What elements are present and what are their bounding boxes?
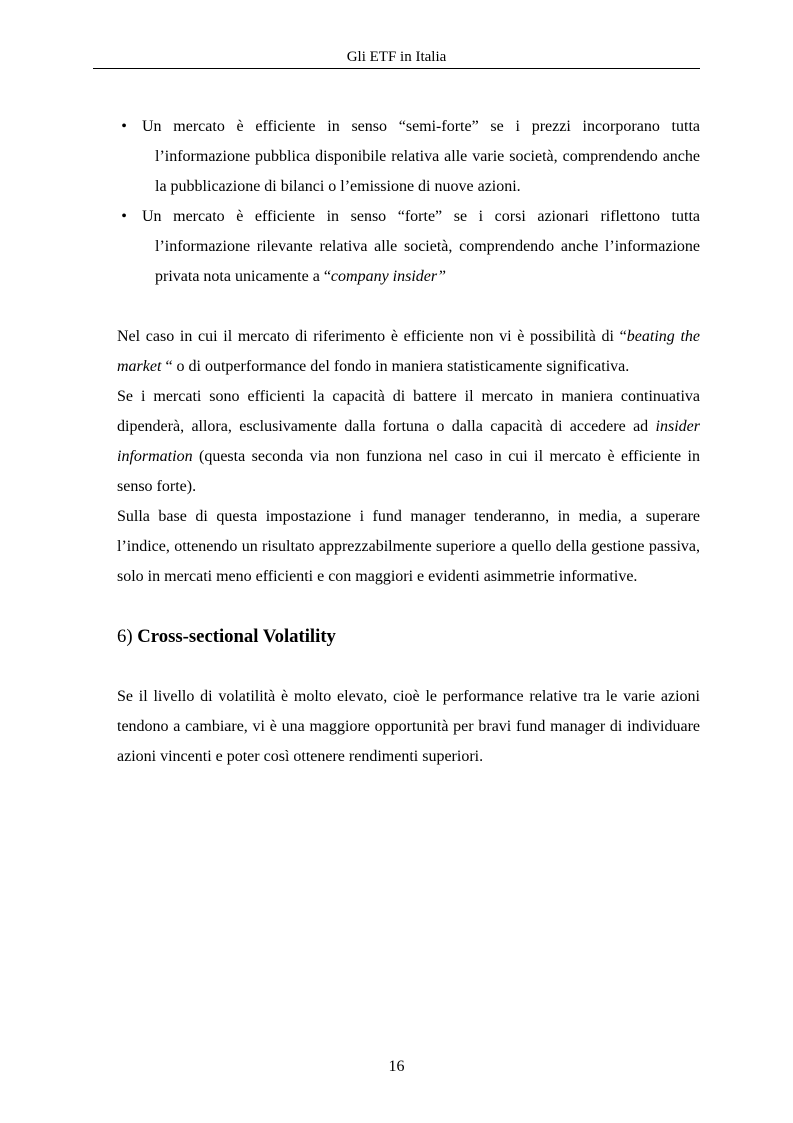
- paragraph-efficiency: [117, 322, 700, 382]
- paragraph-italic-text: beating the market: [117, 328, 700, 375]
- paragraph-text: Nel caso in cui il mercato di riferimento è efficiente non vi è possibilità di “: [117, 328, 627, 345]
- bullet-italic-text: company insider”: [330, 268, 447, 285]
- header-rule: [93, 68, 700, 69]
- paragraph-beating-market: [117, 382, 700, 502]
- paragraph-volatility: Se il livello di volatilità è molto elevato, cioè le performance relative tra le varie azioni tendono a cambiare, vi è una maggiore opportunità per bravi fund manager di individuare azioni vincenti e poter così ottenere rendimenti superiori.: [117, 688, 700, 765]
- running-header: Gli ETF in Italia: [346, 49, 447, 65]
- paragraph-italic-text: insider information: [117, 418, 700, 465]
- paragraph-text: (questa seconda via non funziona nel caso in cui il mercato è efficiente in senso forte).: [117, 448, 700, 495]
- bullet-item: [117, 202, 700, 292]
- page-number: 16: [388, 1058, 405, 1075]
- bullet-icon: •: [121, 118, 127, 135]
- bullet-text: [142, 202, 700, 292]
- paragraph-fund-managers: Sulla base di questa impostazione i fund manager tenderanno, in media, a superare l’indice, ottenendo un risultato apprezzabilmente superiore a quello della gestione passiva, solo in mercati meno efficienti e con maggiori e evidenti asimmetrie informative.: [117, 508, 700, 585]
- section-heading: [117, 622, 700, 652]
- bullet-list: [117, 112, 700, 292]
- page-body: [117, 112, 700, 772]
- paragraph-text: Se i mercati sono efficienti la capacità di battere il mercato in maniera continuativa dipenderà, allora, esclusivamente dalla fortuna o dalla capacità di accedere ad: [117, 388, 700, 435]
- bullet-item: [117, 112, 700, 202]
- bullet-lead-text: Un mercato è efficiente in senso “semi-forte” se i prezzi incorporano tutta l’informazione pubblica disponibile relativa alle varie società, comprendendo anche la pubblicazione di bilanci o l’emissione di nuove azioni.: [142, 118, 700, 195]
- section-title: Cross-sectional Volatility: [137, 626, 336, 647]
- bullet-icon: •: [121, 208, 127, 225]
- bullet-text: [142, 112, 700, 202]
- section-number: 6): [117, 626, 138, 647]
- paragraph-text: “ o di outperformance del fondo in maniera statisticamente significativa.: [161, 358, 630, 375]
- bullet-lead-text: Un mercato è efficiente in senso “forte” se i corsi azionari riflettono tutta l’informazione rilevante relativa alle società, comprendendo anche l’informazione privata nota unicamente a “: [142, 208, 700, 285]
